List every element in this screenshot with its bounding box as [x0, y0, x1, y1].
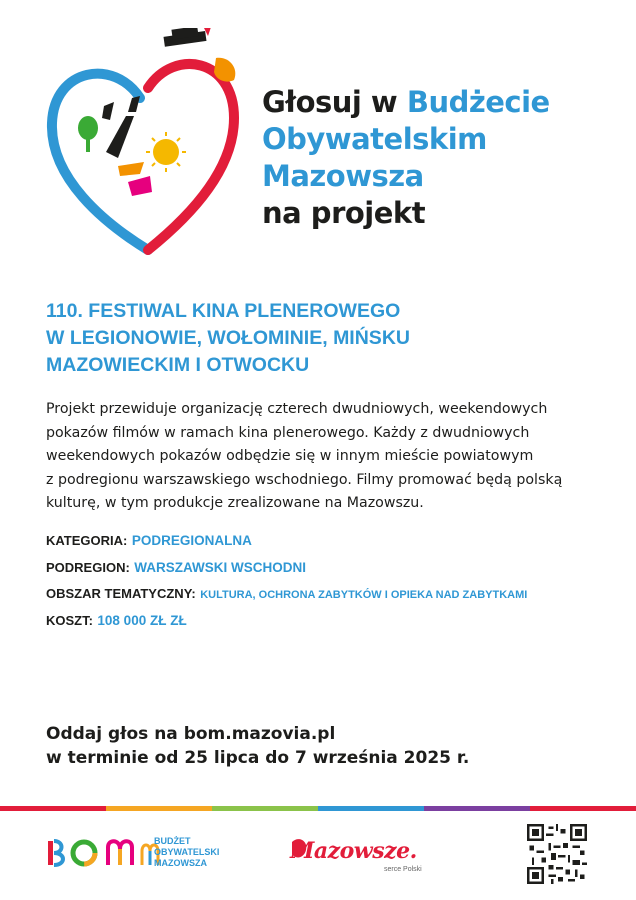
- project-title: [46, 298, 606, 379]
- meta-category: [46, 532, 527, 559]
- mazowsze-tagline: serce Polski: [384, 866, 422, 873]
- project-title-line: MAZOWIECKIM I OTWOCKU: [46, 354, 310, 376]
- description-line: pokazów filmów w ramach kina plenerowego. Każdy z dwudniowych: [46, 424, 530, 441]
- cost-value: 108 000 ZŁ ZŁ: [97, 612, 187, 628]
- description-line: Projekt przewiduje organizację czterech dwudniowych, weekendowych: [46, 401, 548, 417]
- cta-line1: Oddaj głos na bom.mazovia.pl: [46, 724, 336, 744]
- headline-line1-blue: Budżecie: [406, 85, 550, 119]
- meta-subregion: [46, 559, 527, 586]
- call-to-action: [46, 722, 469, 770]
- bom-line1: BUDŻET: [154, 836, 191, 846]
- headline-line3: Mazowsza: [262, 159, 424, 193]
- description-line: z podregionu warszawskiego wschodniego. Filmy promować będą polską: [46, 471, 563, 488]
- heart-face-illustration: [44, 28, 240, 264]
- project-meta: [46, 532, 527, 638]
- area-label: OBSZAR TEMATYCZNY:: [46, 586, 196, 601]
- category-value: PODREGIONALNA: [131, 533, 252, 548]
- qr-code-icon: [527, 824, 587, 884]
- bom-logo-text: [154, 836, 219, 869]
- bom-line2: OBYWATELSKI: [154, 847, 220, 857]
- hat-icon: [163, 28, 212, 47]
- headline: [262, 84, 550, 232]
- cta-line2: w terminie od 25 lipca do 7 września 2025 r.: [46, 748, 470, 768]
- meta-area: [46, 585, 527, 612]
- headline-line1-prefix: Głosuj w: [262, 85, 398, 119]
- subregion-label: PODREGION:: [46, 559, 130, 575]
- meta-cost: [46, 612, 527, 639]
- subregion-value: WARSZAWSKI WSCHODNI: [134, 559, 306, 575]
- description-line: weekendowych pokazów odbędzie się w innym mieście powiatowym: [46, 448, 534, 464]
- project-title-line: W LEGIONOWIE, WOŁOMINIE, MIŃSKU: [46, 327, 410, 349]
- bom-line3: MAZOWSZA: [154, 858, 207, 868]
- cost-label: KOSZT:: [46, 612, 93, 628]
- project-description: [46, 398, 606, 516]
- color-stripe-divider: [0, 806, 636, 811]
- mazowsze-wordmark: Mazowsze.: [290, 838, 417, 864]
- area-value: KULTURA, OCHRONA ZABYTKÓW I OPIEKA NAD ZABYTKAMI: [200, 589, 528, 601]
- headline-line4: na projekt: [262, 196, 426, 230]
- description-line: kulturę, w tym produkcje zrealizowane na Mazowszu.: [46, 495, 424, 511]
- headline-line2: Obywatelskim: [262, 122, 487, 156]
- category-label: KATEGORIA:: [46, 533, 128, 548]
- tree-icon: [78, 116, 98, 152]
- project-title-line: 110. FESTIWAL KINA PLENEROWEGO: [46, 300, 401, 322]
